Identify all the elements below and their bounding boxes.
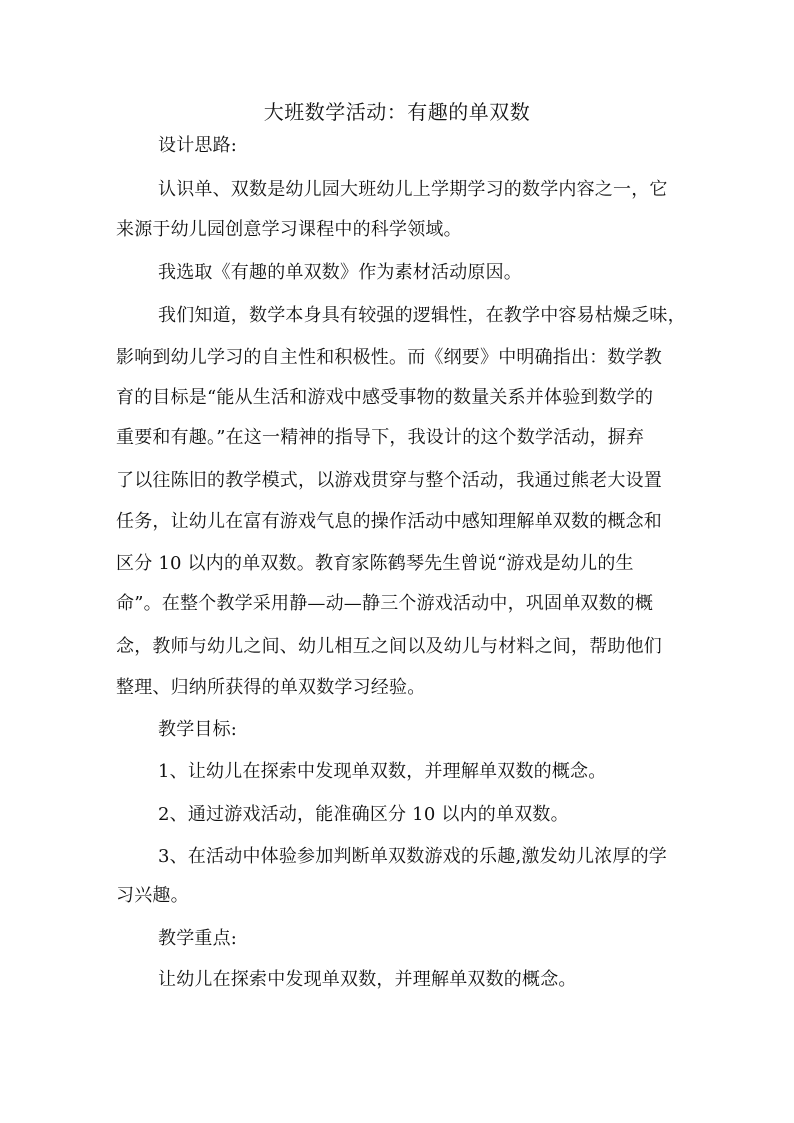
goal-item: 3、在活动中体验参加判断单双数游戏的乐趣,激发幼儿浓厚的学: [158, 846, 667, 867]
paragraph-line: 认识单、双数是幼儿园大班幼儿上学期学习的数学内容之一，它: [158, 179, 668, 200]
goal-item: 习兴趣。: [116, 885, 189, 906]
paragraph-line: 重要和有趣。”在这一精神的指导下，我设计的这个数学活动，摒弃: [116, 427, 645, 448]
paragraph-line: 整理、归纳所获得的单双数学习经验。: [116, 677, 426, 698]
goal-item: 1、让幼儿在探索中发现单双数，并理解单双数的概念。: [158, 761, 607, 782]
document-title: 大班数学活动：有趣的单双数: [263, 100, 531, 124]
paragraph-line: 区分 10 以内的单双数。教育家陈鹤琴先生曾说“游戏是幼儿的生: [116, 553, 634, 574]
heading-focus: 教学重点:: [158, 928, 238, 949]
paragraph-line: 来源于幼儿园创意学习课程中的科学领域。: [116, 219, 462, 240]
focus-text: 让幼儿在探索中发现单双数，并理解单双数的概念。: [158, 969, 577, 990]
paragraph-line: 命”。在整个教学采用静—动—静三个游戏活动中，巩固单双数的概: [116, 593, 654, 614]
heading-design: 设计思路:: [158, 135, 238, 156]
heading-goals: 教学目标:: [158, 719, 238, 740]
paragraph-line: 育的目标是“能从生活和游戏中感受事物的数量关系并体验到数学的: [116, 387, 654, 408]
paragraph-line: 任务，让幼儿在富有游戏气息的操作活动中感知理解单双数的概念和: [116, 511, 662, 532]
paragraph-line: 影响到幼儿学习的自主性和积极性。而《纲要》中明确指出：数学教: [116, 347, 662, 368]
paragraph-line: 了以往陈旧的教学模式，以游戏贯穿与整个活动，我通过熊老大设置: [116, 470, 662, 491]
paragraph-line: 我选取《有趣的单双数》作为素材活动原因。: [158, 262, 522, 283]
goal-item: 2、通过游戏活动，能准确区分 10 以内的单双数。: [158, 804, 569, 825]
paragraph-line: 念，教师与幼儿之间、幼儿相互之间以及幼儿与材料之间，帮助他们: [116, 636, 662, 657]
paragraph-line: 我们知道，数学本身具有较强的逻辑性，在教学中容易枯燥乏味，: [158, 305, 686, 326]
